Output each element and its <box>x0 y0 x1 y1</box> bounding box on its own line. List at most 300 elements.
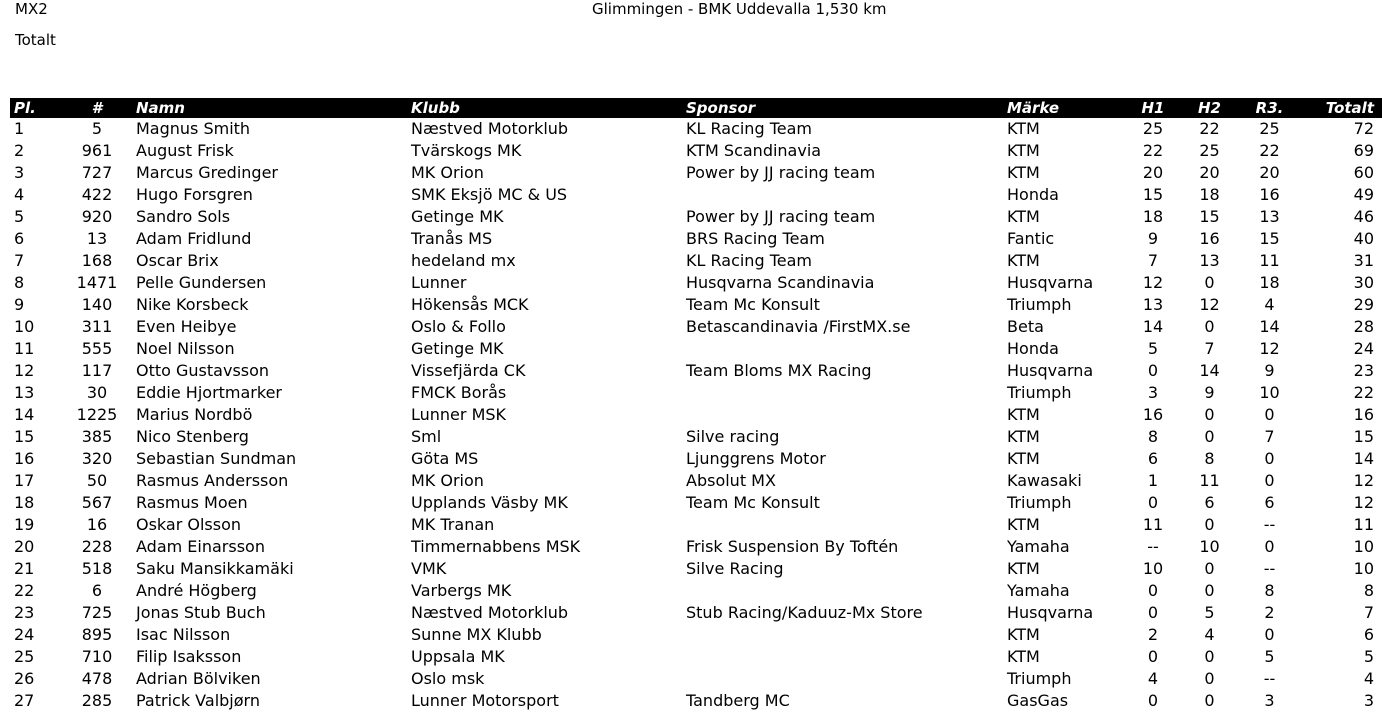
cell-club: Oslo msk <box>411 669 485 688</box>
cell-sponsor <box>682 404 1003 426</box>
cell-place: 7 <box>14 251 25 270</box>
cell-club: VMK <box>411 559 447 578</box>
cell-club: Tvärskogs MK <box>411 141 522 160</box>
cell-place: 17 <box>14 471 35 490</box>
cell-place: 10 <box>14 317 35 336</box>
cell-total: 14 <box>1353 449 1374 468</box>
cell-club: Hökensås MCK <box>411 295 529 314</box>
cell-h2: 0 <box>1204 427 1215 446</box>
cell-h2: 18 <box>1199 185 1220 204</box>
cell-h2: 10 <box>1199 537 1220 556</box>
cell-sponsor <box>682 184 1003 206</box>
cell-number: 30 <box>86 383 108 402</box>
cell-h1: 7 <box>1147 251 1159 270</box>
table-row <box>10 580 1382 602</box>
col-header-place: Pl. <box>10 98 62 118</box>
col-header-r3: R3. <box>1237 98 1302 118</box>
cell-total: 69 <box>1353 141 1374 160</box>
cell-brand: KTM <box>1007 119 1040 138</box>
table-row <box>10 316 1382 338</box>
cell-h2: 6 <box>1204 493 1215 512</box>
cell-r3: 18 <box>1259 273 1280 292</box>
table-row <box>10 118 1382 140</box>
cell-number: 518 <box>81 559 113 578</box>
table-row <box>10 470 1382 492</box>
cell-sponsor: Silve racing <box>686 427 780 446</box>
cell-h2: 25 <box>1199 141 1220 160</box>
cell-club: MK Tranan <box>411 515 495 534</box>
cell-name: Jonas Stub Buch <box>136 603 266 622</box>
cell-r3: 25 <box>1259 119 1280 138</box>
cell-h2: 22 <box>1199 119 1220 138</box>
cell-sponsor <box>682 580 1003 602</box>
cell-sponsor <box>682 382 1003 404</box>
cell-brand: KTM <box>1007 163 1040 182</box>
cell-h1: 16 <box>1142 405 1164 424</box>
cell-total: 60 <box>1353 163 1374 182</box>
cell-number: 117 <box>81 361 113 380</box>
cell-number: 555 <box>81 339 113 358</box>
cell-h2: 0 <box>1204 691 1215 710</box>
cell-club: Lunner <box>411 273 467 292</box>
cell-number: 1225 <box>76 405 118 424</box>
table-row <box>10 162 1382 184</box>
table-row <box>10 140 1382 162</box>
cell-number: 320 <box>81 449 113 468</box>
cell-place: 12 <box>14 361 35 380</box>
cell-sponsor: Tandberg MC <box>686 691 790 710</box>
cell-sponsor <box>682 338 1003 360</box>
cell-h2: 13 <box>1199 251 1220 270</box>
cell-sponsor: Ljunggrens Motor <box>686 449 826 468</box>
cell-name: Patrick Valbjørn <box>136 691 260 710</box>
cell-h2: 0 <box>1204 515 1215 534</box>
cell-sponsor: Stub Racing/Kaduuz-Mx Store <box>686 603 923 622</box>
cell-total: 3 <box>1363 691 1374 710</box>
col-header-h1: H1 <box>1124 98 1182 118</box>
cell-number: 1471 <box>76 273 118 292</box>
cell-number: 6 <box>91 581 103 600</box>
col-header-total: Totalt <box>1302 98 1382 118</box>
cell-r3: 0 <box>1264 449 1275 468</box>
cell-total: 16 <box>1353 405 1374 424</box>
cell-club: Næstved Motorklub <box>411 603 569 622</box>
cell-name: Nico Stenberg <box>136 427 249 446</box>
cell-h2: 14 <box>1199 361 1220 380</box>
cell-number: 13 <box>86 229 108 248</box>
cell-total: 4 <box>1363 669 1374 688</box>
cell-name: Rasmus Andersson <box>136 471 289 490</box>
cell-h1: 0 <box>1147 581 1159 600</box>
cell-brand: KTM <box>1007 405 1040 424</box>
cell-r3: 14 <box>1259 317 1280 336</box>
cell-r3: 20 <box>1259 163 1280 182</box>
cell-place: 1 <box>14 119 25 138</box>
cell-place: 15 <box>14 427 35 446</box>
cell-club: Lunner Motorsport <box>411 691 559 710</box>
cell-sponsor <box>682 514 1003 536</box>
cell-name: Adam Einarsson <box>136 537 265 556</box>
cell-club: FMCK Borås <box>411 383 507 402</box>
cell-club: Næstved Motorklub <box>411 119 569 138</box>
cell-place: 26 <box>14 669 35 688</box>
cell-brand: Yamaha <box>1007 581 1070 600</box>
cell-name: Filip Isaksson <box>136 647 242 666</box>
cell-h2: 5 <box>1204 603 1215 622</box>
cell-number: 311 <box>81 317 113 336</box>
cell-brand: Beta <box>1007 317 1044 336</box>
cell-name: Saku Mansikkamäki <box>136 559 294 578</box>
cell-number: 168 <box>81 251 113 270</box>
cell-place: 27 <box>14 691 35 710</box>
cell-club: hedeland mx <box>411 251 516 270</box>
cell-h1: 15 <box>1142 185 1164 204</box>
cell-r3: 3 <box>1264 691 1275 710</box>
cell-r3: 0 <box>1264 625 1275 644</box>
cell-h2: 7 <box>1204 339 1215 358</box>
table-row <box>10 250 1382 272</box>
cell-brand: Honda <box>1007 339 1059 358</box>
cell-place: 3 <box>14 163 25 182</box>
cell-h2: 9 <box>1204 383 1215 402</box>
cell-sponsor: Frisk Suspension By Toftén <box>686 537 899 556</box>
cell-club: Göta MS <box>411 449 479 468</box>
cell-name: Magnus Smith <box>136 119 251 138</box>
cell-total: 22 <box>1353 383 1374 402</box>
cell-r3: 5 <box>1264 647 1275 666</box>
cell-h1: 20 <box>1142 163 1164 182</box>
cell-h2: 20 <box>1199 163 1220 182</box>
cell-brand: Kawasaki <box>1007 471 1082 490</box>
table-row <box>10 602 1382 624</box>
cell-r3: 9 <box>1264 361 1275 380</box>
cell-name: Isac Nilsson <box>136 625 231 644</box>
cell-name: Rasmus Moen <box>136 493 248 512</box>
cell-name: Marcus Gredinger <box>136 163 278 182</box>
cell-h2: 0 <box>1204 273 1215 292</box>
cell-brand: KTM <box>1007 251 1040 270</box>
cell-total: 10 <box>1353 559 1374 578</box>
cell-place: 8 <box>14 273 25 292</box>
cell-h2: 11 <box>1199 471 1220 490</box>
results-body <box>10 118 1382 712</box>
cell-club: Vissefjärda CK <box>411 361 526 380</box>
table-row <box>10 492 1382 514</box>
cell-name: Otto Gustavsson <box>136 361 270 380</box>
cell-name: Sebastian Sundman <box>136 449 297 468</box>
cell-name: Adam Fridlund <box>136 229 252 248</box>
cell-number: 725 <box>81 603 113 622</box>
cell-total: 23 <box>1353 361 1374 380</box>
cell-total: 10 <box>1353 537 1374 556</box>
cell-h2: 0 <box>1204 669 1215 688</box>
table-row <box>10 382 1382 404</box>
cell-h1: 3 <box>1147 383 1159 402</box>
cell-h1: 2 <box>1147 625 1159 644</box>
table-row <box>10 448 1382 470</box>
cell-total: 46 <box>1353 207 1374 226</box>
cell-r3: 16 <box>1259 185 1280 204</box>
cell-total: 29 <box>1353 295 1374 314</box>
cell-name: Oskar Olsson <box>136 515 242 534</box>
cell-brand: KTM <box>1007 625 1040 644</box>
cell-total: 40 <box>1353 229 1374 248</box>
cell-club: SMK Eksjö MC & US <box>411 185 568 204</box>
table-row <box>10 646 1382 668</box>
cell-h1: 1 <box>1147 471 1159 490</box>
cell-brand: KTM <box>1007 207 1040 226</box>
cell-sponsor: Team Bloms MX Racing <box>686 361 872 380</box>
cell-number: 961 <box>81 141 113 160</box>
cell-total: 6 <box>1363 625 1374 644</box>
cell-h1: 0 <box>1147 691 1159 710</box>
cell-name: Adrian Bölviken <box>136 669 261 688</box>
table-row <box>10 294 1382 316</box>
cell-r3: 2 <box>1264 603 1275 622</box>
cell-place: 19 <box>14 515 35 534</box>
cell-brand: KTM <box>1007 559 1040 578</box>
cell-place: 22 <box>14 581 35 600</box>
cell-sponsor <box>682 646 1003 668</box>
cell-place: 6 <box>14 229 25 248</box>
cell-h1: 10 <box>1142 559 1164 578</box>
cell-sponsor: Team Mc Konsult <box>686 493 820 512</box>
table-row <box>10 184 1382 206</box>
col-header-brand: Märke <box>1003 98 1124 118</box>
cell-place: 9 <box>14 295 25 314</box>
cell-club: Uppsala MK <box>411 647 505 666</box>
cell-sponsor: BRS Racing Team <box>686 229 825 248</box>
cell-brand: Triumph <box>1007 493 1072 512</box>
cell-place: 11 <box>14 339 35 358</box>
cell-r3: 11 <box>1259 251 1280 270</box>
scope-label: Totalt <box>15 31 56 49</box>
cell-h1: 0 <box>1147 361 1159 380</box>
cell-name: August Frisk <box>136 141 234 160</box>
cell-name: Sandro Sols <box>136 207 231 226</box>
cell-r3: 0 <box>1264 471 1275 490</box>
cell-total: 7 <box>1363 603 1374 622</box>
cell-brand: KTM <box>1007 427 1040 446</box>
cell-total: 5 <box>1363 647 1374 666</box>
cell-h2: 8 <box>1204 449 1215 468</box>
cell-h2: 16 <box>1199 229 1220 248</box>
cell-total: 8 <box>1363 581 1374 600</box>
cell-club: MK Orion <box>411 471 484 490</box>
cell-total: 12 <box>1353 471 1374 490</box>
cell-number: 228 <box>81 537 113 556</box>
cell-number: 385 <box>81 427 113 446</box>
table-row <box>10 228 1382 250</box>
cell-name: Even Heibye <box>136 317 237 336</box>
cell-brand: GasGas <box>1007 691 1069 710</box>
cell-sponsor: Power by JJ racing team <box>686 207 876 226</box>
col-header-number: # <box>62 98 132 118</box>
cell-h2: 0 <box>1204 405 1215 424</box>
cell-name: Pelle Gundersen <box>136 273 267 292</box>
cell-club: Tranås MS <box>411 229 493 248</box>
cell-name: Marius Nordbö <box>136 405 253 424</box>
cell-number: 50 <box>86 471 108 490</box>
cell-total: 30 <box>1353 273 1374 292</box>
cell-name: Eddie Hjortmarker <box>136 383 282 402</box>
cell-r3: -- <box>1263 515 1276 534</box>
table-row <box>10 536 1382 558</box>
cell-sponsor: Power by JJ racing team <box>686 163 876 182</box>
cell-number: 567 <box>81 493 113 512</box>
table-row <box>10 206 1382 228</box>
cell-number: 422 <box>81 185 113 204</box>
table-row <box>10 426 1382 448</box>
cell-number: 895 <box>81 625 113 644</box>
cell-r3: 7 <box>1264 427 1275 446</box>
cell-sponsor: Team Mc Konsult <box>686 295 820 314</box>
cell-place: 5 <box>14 207 25 226</box>
cell-club: Timmernabbens MSK <box>411 537 581 556</box>
cell-r3: -- <box>1263 669 1276 688</box>
cell-brand: KTM <box>1007 449 1040 468</box>
cell-brand: Husqvarna <box>1007 361 1094 380</box>
cell-club: Sml <box>411 427 442 446</box>
cell-brand: Fantic <box>1007 229 1055 248</box>
cell-h2: 0 <box>1204 647 1215 666</box>
cell-h1: 0 <box>1147 493 1159 512</box>
cell-brand: Triumph <box>1007 669 1072 688</box>
cell-h1: 12 <box>1142 273 1164 292</box>
cell-h1: 11 <box>1142 515 1164 534</box>
cell-total: 12 <box>1353 493 1374 512</box>
cell-total: 31 <box>1353 251 1374 270</box>
cell-name: André Högberg <box>136 581 257 600</box>
cell-club: Upplands Väsby MK <box>411 493 568 512</box>
cell-h1: 9 <box>1147 229 1159 248</box>
cell-h1: 4 <box>1147 669 1159 688</box>
cell-name: Nike Korsbeck <box>136 295 249 314</box>
cell-place: 18 <box>14 493 35 512</box>
cell-h1: 0 <box>1147 647 1159 666</box>
cell-club: Varbergs MK <box>411 581 512 600</box>
cell-h1: -- <box>1147 537 1159 556</box>
cell-h1: 25 <box>1142 119 1164 138</box>
results-table <box>10 98 1382 712</box>
cell-brand: Triumph <box>1007 295 1072 314</box>
cell-club: MK Orion <box>411 163 484 182</box>
class-label: MX2 <box>15 0 48 18</box>
cell-sponsor <box>682 668 1003 690</box>
cell-r3: 22 <box>1259 141 1280 160</box>
cell-name: Hugo Forsgren <box>136 185 253 204</box>
table-row <box>10 272 1382 294</box>
cell-place: 4 <box>14 185 25 204</box>
cell-brand: Yamaha <box>1007 537 1070 556</box>
cell-h2: 15 <box>1199 207 1220 226</box>
col-header-h2: H2 <box>1182 98 1237 118</box>
cell-h1: 6 <box>1147 449 1159 468</box>
cell-place: 25 <box>14 647 35 666</box>
cell-h1: 5 <box>1147 339 1159 358</box>
cell-brand: Honda <box>1007 185 1059 204</box>
cell-number: 727 <box>81 163 113 182</box>
table-row <box>10 624 1382 646</box>
cell-brand: Triumph <box>1007 383 1072 402</box>
cell-h1: 22 <box>1142 141 1164 160</box>
table-row <box>10 514 1382 536</box>
cell-number: 285 <box>81 691 113 710</box>
cell-place: 16 <box>14 449 35 468</box>
cell-place: 23 <box>14 603 35 622</box>
cell-r3: 12 <box>1259 339 1280 358</box>
cell-sponsor: KTM Scandinavia <box>686 141 822 160</box>
cell-sponsor: KL Racing Team <box>686 251 812 270</box>
cell-number: 16 <box>86 515 108 534</box>
cell-r3: 10 <box>1259 383 1280 402</box>
cell-r3: 8 <box>1264 581 1275 600</box>
cell-r3: 0 <box>1264 405 1275 424</box>
cell-sponsor: Husqvarna Scandinavia <box>686 273 875 292</box>
cell-sponsor: Absolut MX <box>686 471 776 490</box>
cell-total: 24 <box>1353 339 1374 358</box>
cell-h1: 8 <box>1147 427 1159 446</box>
cell-number: 920 <box>81 207 113 226</box>
cell-r3: -- <box>1263 559 1276 578</box>
table-row <box>10 360 1382 382</box>
cell-sponsor <box>682 624 1003 646</box>
col-header-name: Namn <box>132 98 407 118</box>
race-title: Glimmingen - BMK Uddevalla 1,530 km <box>592 0 887 18</box>
cell-sponsor: KL Racing Team <box>686 119 812 138</box>
cell-total: 11 <box>1353 515 1374 534</box>
cell-r3: 6 <box>1264 493 1275 512</box>
cell-brand: Husqvarna <box>1007 603 1094 622</box>
cell-place: 21 <box>14 559 35 578</box>
cell-place: 2 <box>14 141 25 160</box>
cell-sponsor: Betascandinavia /FirstMX.se <box>686 317 911 336</box>
cell-number: 140 <box>81 295 113 314</box>
cell-total: 72 <box>1353 119 1374 138</box>
cell-r3: 4 <box>1264 295 1275 314</box>
table-row <box>10 668 1382 690</box>
cell-total: 15 <box>1353 427 1374 446</box>
table-row <box>10 404 1382 426</box>
cell-h2: 0 <box>1204 559 1215 578</box>
cell-sponsor: Silve Racing <box>686 559 784 578</box>
cell-club: Sunne MX Klubb <box>411 625 542 644</box>
cell-r3: 13 <box>1259 207 1280 226</box>
table-row <box>10 558 1382 580</box>
cell-h1: 13 <box>1142 295 1164 314</box>
cell-total: 28 <box>1353 317 1374 336</box>
cell-place: 24 <box>14 625 35 644</box>
table-row <box>10 338 1382 360</box>
table-header-row <box>10 98 1382 118</box>
cell-h2: 12 <box>1199 295 1220 314</box>
cell-brand: KTM <box>1007 515 1040 534</box>
cell-number: 710 <box>81 647 113 666</box>
cell-brand: KTM <box>1007 141 1040 160</box>
cell-name: Noel Nilsson <box>136 339 235 358</box>
cell-place: 13 <box>14 383 35 402</box>
col-header-sponsor: Sponsor <box>682 98 1003 118</box>
cell-place: 20 <box>14 537 35 556</box>
cell-number: 478 <box>81 669 113 688</box>
cell-r3: 0 <box>1264 537 1275 556</box>
cell-brand: Husqvarna <box>1007 273 1094 292</box>
cell-h2: 0 <box>1204 317 1215 336</box>
cell-number: 5 <box>91 119 103 138</box>
cell-place: 14 <box>14 405 35 424</box>
cell-club: Oslo & Follo <box>411 317 506 336</box>
cell-brand: KTM <box>1007 647 1040 666</box>
